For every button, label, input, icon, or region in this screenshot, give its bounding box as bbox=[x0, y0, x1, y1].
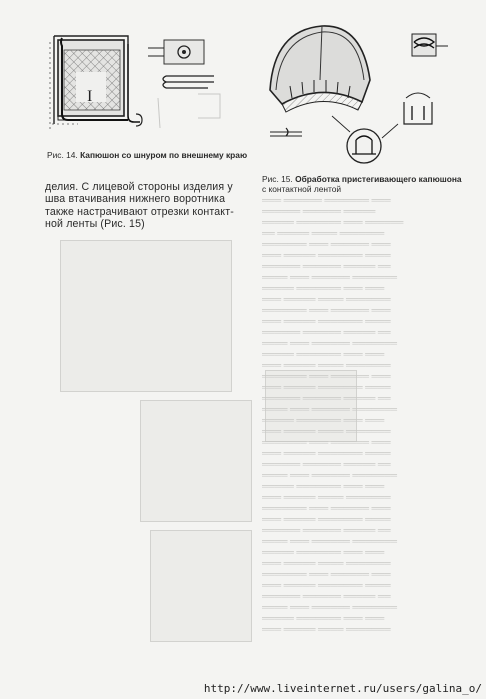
figure-15-drawing bbox=[262, 20, 452, 165]
body-line: ной ленты (Рис. 15) bbox=[45, 217, 145, 230]
figure-14-panel-label: I bbox=[87, 88, 93, 105]
bleed-through-text: ═══ ══════ ═══════ ═══ ══════ ══════ ═════ ═════ ═══════ ═══ ══════ ══ ═════ ════ ═══════ ═══════ ═══ ══════ ═══ ═══ ═════ ═══════ ════ ══════ ══════ ═════ ══ ════ ═══ ══════ ═══════ ═════ ═══════ ═══ ═══ ═══ ═════ ════ ═══════ ═══════ ═══ ══════ ═══ ═══ ═════ ═══════ ════ ══════ ══════ ═════ ══ ════ ═══ ══════ ═══════ ═════ ═══════ ═══ ═══ ═══ ═════ ════ ═══════ ═══════ ═══ ══════ ═══ ═══ ═════ ═══════ ════ ══════ ══════ ═════ ══ ════ ═══ ══════ ═══════ ═════ ═══════ ═══ ═══ ═══ ═════ ════ ═══════ ═══════ ═══ ══════ ═══ ═══ ═════ ═══════ ════ ══════ ══════ ═════ ══ ════ ═══ ══════ ═══════ ═════ ═══════ ═══ ═══ ═══ ═════ ════ ═══════ ═══════ ═══ ══════ ═══ ═══ ═════ ═══════ ════ ══════ ══════ ═════ ══ ════ ═══ ══════ ═══════ ═════ ═══════ ═══ ═══ ═══ ═════ ════ ═══════ ═══════ ═══ ══════ ═══ ═══ ═════ ═══════ ════ ══════ ══════ ═════ ══ ════ ═══ ══════ ═══════ ═════ ═══════ ═══ ═══ ═══ ═════ ════ ═══════ bbox=[262, 195, 404, 634]
bleed-through-figure bbox=[150, 530, 252, 642]
figure-15-subtitle: с контактной лентой bbox=[262, 184, 342, 194]
figure-15-number: Рис. 15. bbox=[262, 174, 293, 184]
figure-14-number: Рис. 14. bbox=[47, 150, 78, 160]
source-watermark: http://www.liveinternet.ru/users/galina_o/ bbox=[203, 682, 482, 695]
body-line: делия. С лицевой стороны изделия у bbox=[45, 181, 233, 193]
figure-15-title: Обработка пристегивающего капюшона bbox=[295, 174, 462, 184]
figure-14-caption bbox=[47, 150, 257, 160]
bleed-through-figure bbox=[60, 240, 232, 392]
body-paragraph bbox=[45, 181, 260, 230]
figure-14-title: Капюшон со шнуром по внешнему краю bbox=[80, 150, 248, 160]
figure-15-caption bbox=[262, 174, 467, 194]
body-line: шва втачивания нижнего воротника bbox=[45, 193, 226, 206]
figure-14-drawing bbox=[48, 28, 248, 138]
body-line: также настрачивают отрезки контакт- bbox=[45, 205, 234, 218]
bleed-through-figure bbox=[140, 400, 252, 522]
